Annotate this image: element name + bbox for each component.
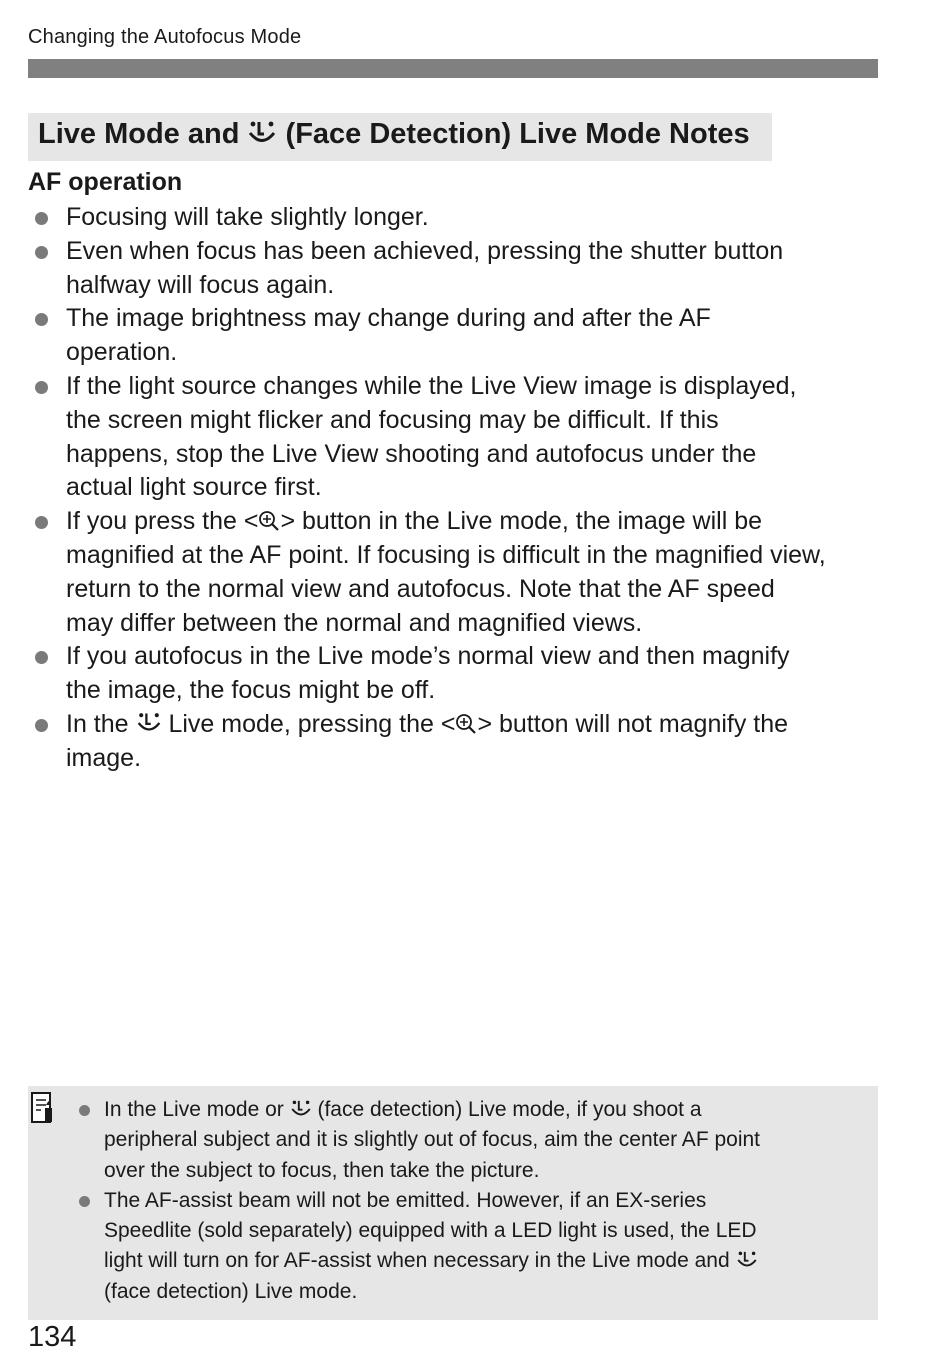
list-item — [28, 201, 888, 235]
bullet-text: magnified at the AF point. If focusing is difficult in the magnified view, — [66, 540, 826, 569]
af-operation-heading: AF operation — [28, 168, 183, 196]
note-text: In the Live mode or — [104, 1098, 284, 1121]
list-item — [28, 505, 888, 640]
bullet-text: actual light source first. — [66, 473, 322, 502]
bullet-text: If you autofocus in the Live mode’s normal view and then magnify — [66, 642, 790, 671]
bullet-text: happens, stop the Live View shooting and autofocus under the — [66, 439, 757, 468]
memo-icon — [30, 1091, 56, 1125]
bullet-dot — [35, 719, 48, 732]
bullet-text: Even when focus has been achieved, pressing the shutter button — [66, 236, 784, 265]
bullet-text: the screen might flicker and focusing may be difficult. If this — [66, 405, 719, 434]
bullet-text: Live mode, pressing the < — [168, 709, 456, 738]
bullet-text: image. — [66, 743, 142, 772]
bullet-dot — [35, 313, 48, 326]
page-number: 134 — [28, 1321, 77, 1353]
face-detection-icon — [736, 1250, 758, 1270]
list-item — [28, 708, 888, 776]
bullet-dot — [35, 381, 48, 394]
section-title-part2: (Face Detection) Live Mode Notes — [285, 118, 750, 150]
list-item — [28, 235, 888, 303]
list-item — [28, 640, 888, 708]
note-text: (face detection) Live mode. — [104, 1279, 358, 1303]
bullet-text: the image, the focus might be off. — [66, 676, 436, 705]
list-item — [76, 1186, 876, 1307]
section-title-part1: Live Mode and — [38, 118, 240, 150]
bullet-text: In the — [66, 709, 129, 738]
bullet-dot — [79, 1196, 90, 1207]
bullet-text: The image brightness may change during and after the AF — [66, 304, 711, 333]
section-title — [28, 113, 772, 161]
bullet-dot — [35, 212, 48, 225]
list-item — [28, 370, 888, 505]
note-panel — [28, 1086, 878, 1320]
notes-list — [76, 1095, 876, 1307]
note-text: light will turn on for AF-assist when necessary in the Live mode and — [104, 1249, 730, 1273]
bullet-text: may differ between the normal and magnified views. — [66, 608, 643, 637]
note-text: The AF-assist beam will not be emitted. However, if an EX-series — [104, 1188, 707, 1212]
bullet-text: halfway will focus again. — [66, 270, 335, 299]
list-item — [28, 302, 888, 370]
bullet-dot — [35, 516, 48, 529]
bullet-text: Focusing will take slightly longer. — [66, 203, 429, 231]
bullet-text: If the light source changes while the Live View image is displayed, — [66, 371, 797, 400]
header-bar — [28, 59, 878, 78]
note-text: peripheral subject and it is slightly out of focus, aim the center AF point — [104, 1128, 761, 1152]
bullet-dot — [35, 651, 48, 664]
af-notes-list — [28, 201, 888, 776]
face-detection-icon — [290, 1099, 312, 1119]
magnify-icon — [258, 510, 280, 532]
bullet-text: > button in the Live mode, the image will be — [280, 507, 763, 536]
magnify-icon — [455, 713, 477, 735]
running-title: Changing the Autofocus Mode — [28, 26, 302, 48]
bullet-text: If you press the < — [66, 507, 259, 536]
face-detection-icon — [247, 120, 277, 146]
face-detection-icon — [136, 711, 162, 735]
bullet-dot — [79, 1105, 90, 1116]
note-text: over the subject to focus, then take the picture. — [104, 1158, 540, 1182]
list-item — [76, 1095, 876, 1186]
bullet-dot — [35, 246, 48, 259]
bullet-text: return to the normal view and autofocus. Note that the AF speed — [66, 574, 775, 603]
note-text: (face detection) Live mode, if you shoot a — [317, 1098, 702, 1121]
bullet-text: operation. — [66, 338, 178, 367]
bullet-text: > button will not magnify the — [477, 709, 789, 738]
note-text: Speedlite (sold separately) equipped with a LED light is used, the LED — [104, 1219, 757, 1243]
